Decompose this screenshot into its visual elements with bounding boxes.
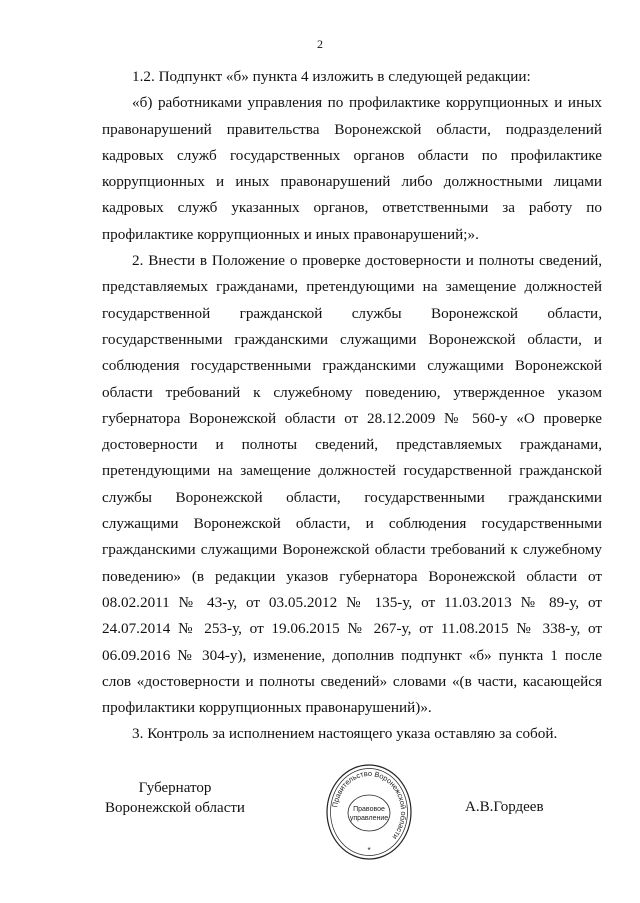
signature-block: [0, 770, 640, 890]
signatory-name: А.В.Гордеев: [465, 799, 544, 815]
signatory-title-line1: Губернатор: [138, 780, 212, 796]
document-body: [102, 64, 602, 748]
paragraph-1-2-b: «б) работниками управления по профилактике коррупционных и иных правонарушений правительства Воронежской области, подразделений кадровых служб государственных органов области по профилактике коррупционных и иных правонарушений либо должностными лицами кадровых служб указанных органов, ответственными за работу по профилактике коррупционных и иных правонарушений;».: [102, 94, 602, 243]
page-number: 2: [317, 37, 323, 51]
seal-center-line2: управление: [349, 815, 389, 822]
official-seal-stamp: [324, 762, 414, 862]
seal-star: *: [367, 846, 371, 855]
signatory-title: [100, 778, 250, 818]
signatory-title-line2: Воронежской области: [105, 800, 245, 816]
paragraph-1-2: 1.2. Подпункт «б» пункта 4 изложить в следующей редакции:: [132, 68, 531, 85]
paragraph-2: 2. Внести в Положение о проверке достоверности и полноты сведений, представляемых гражданами, претендующими на замещение должностей государственной гражданской службы Воронежской области, государственными гражданскими служащими Воронежской области, и соблюдения государственными гражданскими служащими Воронежской области требований к служебному поведению, утвержденное указом губернатора Воронежской области от 28.12.2009 № 560-у «О проверке достоверности и полноты сведений, представляемых гражданами, претендующими на замещение должностей государственной гражданской службы Воронежской области, государственными гражданскими служащими Воронежской области, и соблюдения государственными гражданскими служащими Воронежской области требований к служебному поведению» (в редакции указов губернатора Воронежской области от 08.02.2011 № 43-у, от 03.05.2012 № 135-у, от 11.03.2013 № 89-у, от 24.07.2014 № 253-у, от 19.06.2015 № 267-у, от 11.08.2015 № 338-у, от 06.09.2016 № 304-у), изменение, дополнив подпункт «б» пункта 1 после слов «достоверности и полноты сведений» словами «(в части, касающейся профилактики коррупционных правонарушений)».: [102, 252, 602, 717]
seal-ring-text: Правительство Воронежской области: [330, 768, 409, 842]
paragraph-3: 3. Контроль за исполнением настоящего указа оставляю за собой.: [132, 725, 558, 743]
seal-center-line1: Правовое: [353, 806, 385, 813]
